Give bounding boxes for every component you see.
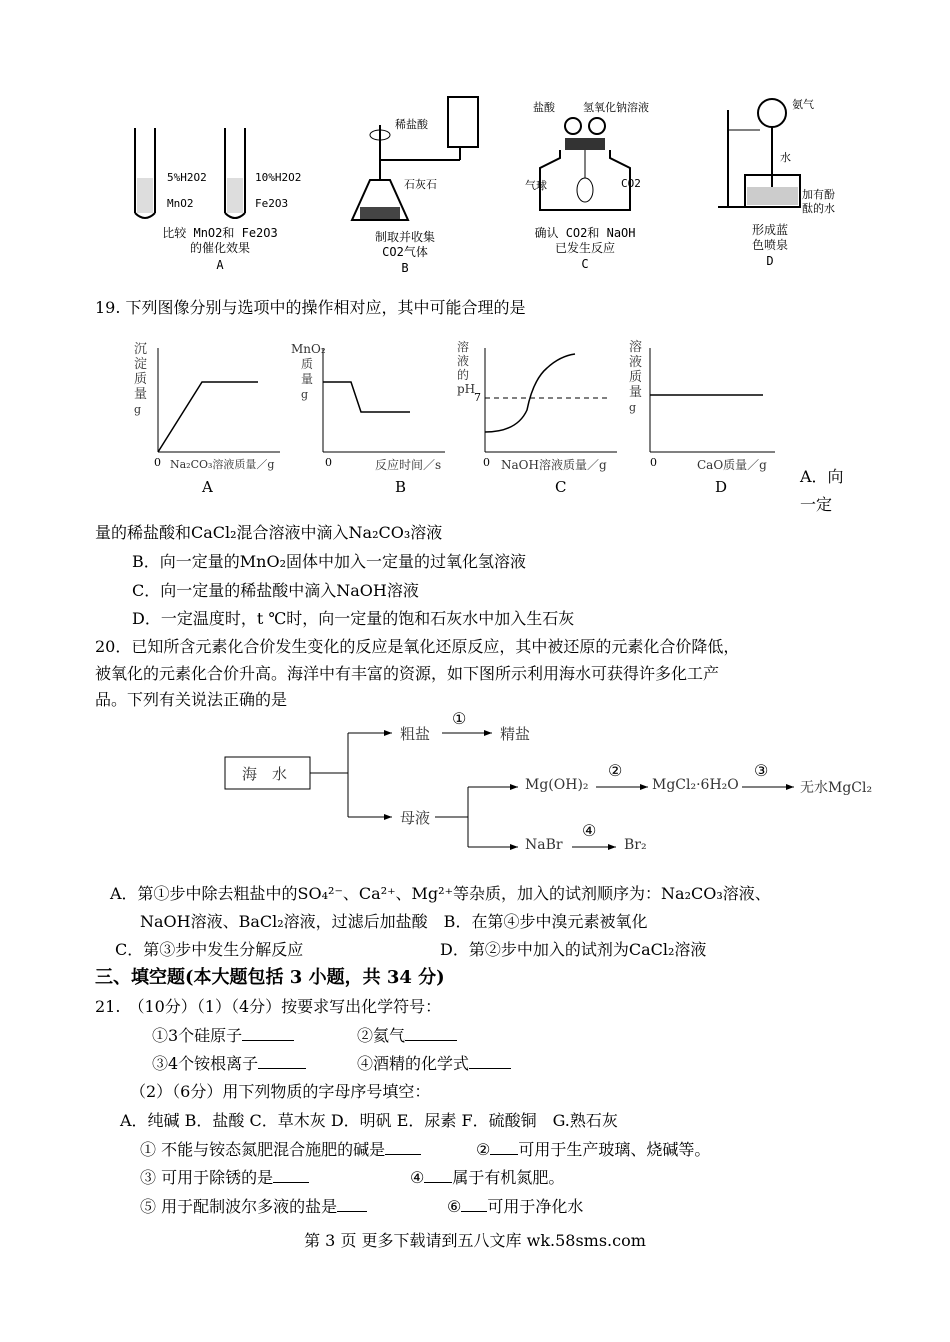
graph-c-ylabel-3: 的	[457, 368, 470, 382]
graph-d-ylabel-4: 量	[629, 385, 643, 400]
q21-item2-label: ②氦气	[357, 1026, 406, 1045]
graph-b-ylabel-1: MnO₂	[291, 342, 326, 356]
q21-fill-4-blank[interactable]	[424, 1166, 452, 1183]
graph-d-ylabel-3: 质	[629, 370, 643, 385]
graph-b-xlabel: 反应时间／s	[375, 458, 442, 472]
flow-mg-oh2: Mg(OH)₂	[525, 777, 589, 793]
caption-a-line1: 比较 MnO2和 Fe2O3	[162, 226, 278, 240]
caption-a-line2: 的催化效果	[189, 241, 250, 255]
q21-item4	[357, 1052, 511, 1075]
q20-option-d: D．第②步中加入的试剂为CaCl₂溶液	[440, 940, 707, 959]
flow-refined-salt: 精盐	[500, 725, 531, 743]
apparatus-d	[710, 95, 840, 275]
graph-d-svg	[625, 340, 785, 500]
gas-label-c: CO2	[621, 177, 641, 190]
q21-fill-1	[140, 1138, 421, 1161]
acid-label-c: 盐酸	[533, 101, 555, 114]
q21-fill-2-text: 可用于生产玻璃、烧碱等。	[518, 1140, 711, 1159]
q21-choices: A．纯碱 B．盐酸 C．草木灰 D．明矾 E．尿素 F．硫酸铜 G.熟石灰	[120, 1111, 618, 1130]
q21-fill-2-blank[interactable]	[490, 1138, 518, 1155]
graph-d	[625, 340, 785, 500]
graph-c-origin: 0	[483, 456, 490, 469]
gas-label-d: 氨气	[792, 98, 814, 111]
graph-a	[130, 340, 290, 500]
graph-a-ylabel-2: 淀	[134, 357, 148, 372]
q21-fill-2	[476, 1138, 710, 1161]
caption-b-letter: B	[401, 261, 409, 275]
q19-option-b: B．向一定量的MnO₂固体中加入一定量的过氧化氢溶液	[132, 552, 526, 571]
q21-fill-6-text: 可用于净化水	[487, 1197, 584, 1216]
caption-d-line2: 色喷泉	[751, 238, 788, 252]
graph-d-origin: 0	[650, 456, 657, 469]
graph-b-origin: 0	[325, 456, 332, 469]
section-3-heading: 三、填空题(本大题包括 3 小题，共 34 分)	[95, 967, 445, 988]
q21-fill-2-label: ②	[476, 1140, 491, 1159]
q21-fill-3	[140, 1166, 309, 1189]
caption-d-line1: 形成蓝	[751, 223, 788, 237]
q21-item3-label: ③4个铵根离子	[152, 1054, 259, 1073]
graph-b	[291, 340, 455, 500]
caption-a-letter: A	[216, 258, 224, 272]
graph-b-ylabel-2: 质	[301, 357, 314, 371]
bottle-balloon-illustration	[515, 98, 675, 218]
q19-option-d: D．一定温度时，t ℃时，向一定量的饱和石灰水中加入生石灰	[132, 609, 575, 628]
graph-d-ylabel-1: 溶	[629, 340, 643, 355]
q21-item2	[357, 1024, 457, 1047]
graph-c-letter: C	[555, 478, 567, 496]
flow-step4: ④	[582, 821, 597, 840]
graph-b-ylabel-3: 量	[301, 372, 314, 386]
q21-item4-blank[interactable]	[469, 1052, 511, 1069]
graph-c-svg	[455, 340, 625, 500]
q19-option-a-rest: 量的稀盐酸和CaCl₂混合溶液中滴入Na₂CO₃溶液	[95, 523, 443, 542]
graph-b-letter: B	[395, 478, 407, 496]
q21-item2-blank[interactable]	[405, 1024, 457, 1041]
graph-a-svg	[130, 340, 290, 500]
page-footer: 第 3 页 更多下载请到五八文库 wk.58sms.com	[304, 1231, 646, 1250]
balloon-label-c: 气球	[525, 179, 547, 192]
flow-seawater: 海 水	[242, 765, 288, 783]
graph-d-xlabel: CaO质量／g	[697, 458, 767, 472]
q20-option-a-line1: A．第①步中除去粗盐中的SO₄²⁻、Ca²⁺、Mg²⁺等杂质，加入的试剂顺序为：Na₂CO₃溶液、	[110, 884, 771, 903]
graph-a-ylabel-3: 质	[134, 372, 148, 387]
q21-fill-4-label: ④	[410, 1168, 425, 1187]
graph-c-ylabel-2: 液	[457, 354, 470, 368]
graph-b-yunit: g	[301, 388, 309, 401]
graph-d-yunit: g	[629, 401, 637, 414]
q19-option-a-head1: A．向	[800, 467, 844, 486]
flow-anhydrous-mgcl2: 无水MgCl₂	[800, 780, 873, 796]
q19-option-c: C．向一定量的稀盐酸中滴入NaOH溶液	[132, 581, 419, 600]
caption-b-line1: 制取并收集	[374, 230, 435, 244]
q19-stem: 19. 下列图像分别与选项中的操作相对应，其中可能合理的是	[95, 298, 526, 317]
tube1-reagent: 5%H2O2	[167, 171, 207, 184]
base-label-c: 氢氧化钠溶液	[583, 101, 649, 114]
q21-item1-label: ①3个硅原子	[152, 1026, 243, 1045]
graph-a-ylabel-1: 沉	[134, 342, 148, 357]
flow-nabr: NaBr	[525, 837, 563, 853]
caption-c-line1: 确认 CO2和 NaOH	[534, 226, 636, 240]
caption-d-letter: D	[766, 254, 774, 268]
graph-b-curve	[323, 382, 410, 412]
q20-stem-line1: 20．已知所含元素化合价发生变化的反应是氧化还原反应，其中被还原的元素化合价降低，	[95, 637, 740, 656]
q21-fill-6-label: ⑥	[447, 1197, 462, 1216]
solution-label-d2: 酞的水	[802, 202, 835, 215]
graph-a-curve	[158, 382, 258, 452]
q21-fill-5-blank[interactable]	[337, 1195, 367, 1212]
graph-a-letter: A	[202, 478, 213, 496]
q21-fill-1-blank[interactable]	[385, 1138, 421, 1155]
apparatus-b	[340, 95, 500, 280]
flow-step2: ②	[608, 761, 623, 780]
flow-crude-salt: 粗盐	[400, 725, 431, 743]
caption-c-letter: C	[581, 257, 589, 271]
q21-fill-4	[410, 1166, 564, 1189]
graph-c-ylabel-4: pH	[457, 382, 476, 396]
q21-fill-5-label: ⑤ 用于配制波尔多液的盐是	[140, 1197, 338, 1216]
tube2-catalyst: Fe2O3	[255, 197, 289, 210]
q21-item3-blank[interactable]	[258, 1052, 306, 1069]
flow-step1: ①	[452, 709, 467, 728]
q21-fill-3-label: ③ 可用于除锈的是	[140, 1168, 274, 1187]
water-label-d: 水	[780, 151, 791, 164]
q21-item3	[152, 1052, 306, 1075]
q20-option-a-line2: NaOH溶液、BaCl₂溶液，过滤后加盐酸 B．在第④步中溴元素被氧化	[140, 912, 648, 931]
caption-c-line2: 已发生反应	[554, 241, 615, 255]
flow-mother-liquor: 母液	[400, 809, 431, 827]
q21-part2-instruction: （2）（6分）用下列物质的字母序号填空：	[130, 1082, 431, 1101]
flow-br2: Br₂	[624, 837, 647, 853]
graph-c-xlabel: NaOH溶液质量／g	[501, 458, 607, 472]
graph-c-curve	[485, 354, 575, 432]
q21-fill-5	[140, 1195, 367, 1218]
q21-fill-1-label: ① 不能与铵态氮肥混合施肥的碱是	[140, 1140, 386, 1159]
caption-b-line2: CO2气体	[382, 245, 428, 259]
q21-fill-6	[447, 1195, 583, 1218]
apparatus-c	[515, 98, 675, 278]
graph-a-origin: 0	[154, 456, 161, 469]
graph-c-ylabel-1: 溶	[457, 340, 470, 354]
graph-a-yunit: g	[134, 403, 142, 416]
graph-a-ylabel-4: 量	[134, 387, 148, 402]
q21-item1	[152, 1024, 294, 1047]
flask-and-bottle-illustration	[340, 95, 500, 225]
q20-stem-line2: 被氧化的元素化合价升高。海洋中有丰富的资源，如下图所示利用海水可获得许多化工产	[95, 664, 720, 683]
tube2-reagent: 10%H2O2	[255, 171, 302, 184]
flow-mgcl2-hydrate: MgCl₂·6H₂O	[652, 777, 739, 793]
solid-label-b: 石灰石	[404, 178, 437, 191]
q21-item4-label: ④酒精的化学式	[357, 1054, 470, 1073]
solution-label-d1: 加有酚	[802, 188, 835, 201]
q21-fill-4-text: 属于有机氮肥。	[452, 1168, 565, 1187]
graph-a-xlabel: Na₂CO₃溶液质量／g	[170, 458, 275, 471]
q21-line1: 21. （10分）（1）（4分）按要求写出化学符号：	[95, 997, 442, 1016]
q20-option-c: C．第③步中发生分解反应	[115, 940, 304, 959]
graph-d-letter: D	[715, 478, 728, 496]
q21-fill-3-blank[interactable]	[273, 1166, 309, 1183]
seawater-flowchart	[220, 705, 890, 870]
graph-c-ytick: 7	[474, 391, 481, 404]
tube1-catalyst: MnO2	[167, 197, 194, 210]
q21-item1-blank[interactable]	[242, 1024, 294, 1041]
q20-stem-line3: 品。下列有关说法正确的是	[95, 690, 288, 709]
q19-option-a-head2: 一定	[800, 495, 833, 514]
apparatus-a	[125, 118, 325, 278]
graph-d-ylabel-2: 液	[629, 355, 643, 370]
acid-label-b: 稀盐酸	[395, 118, 428, 131]
flow-step3: ③	[754, 761, 769, 780]
graph-c	[455, 340, 625, 500]
q21-fill-6-blank[interactable]	[461, 1195, 487, 1212]
